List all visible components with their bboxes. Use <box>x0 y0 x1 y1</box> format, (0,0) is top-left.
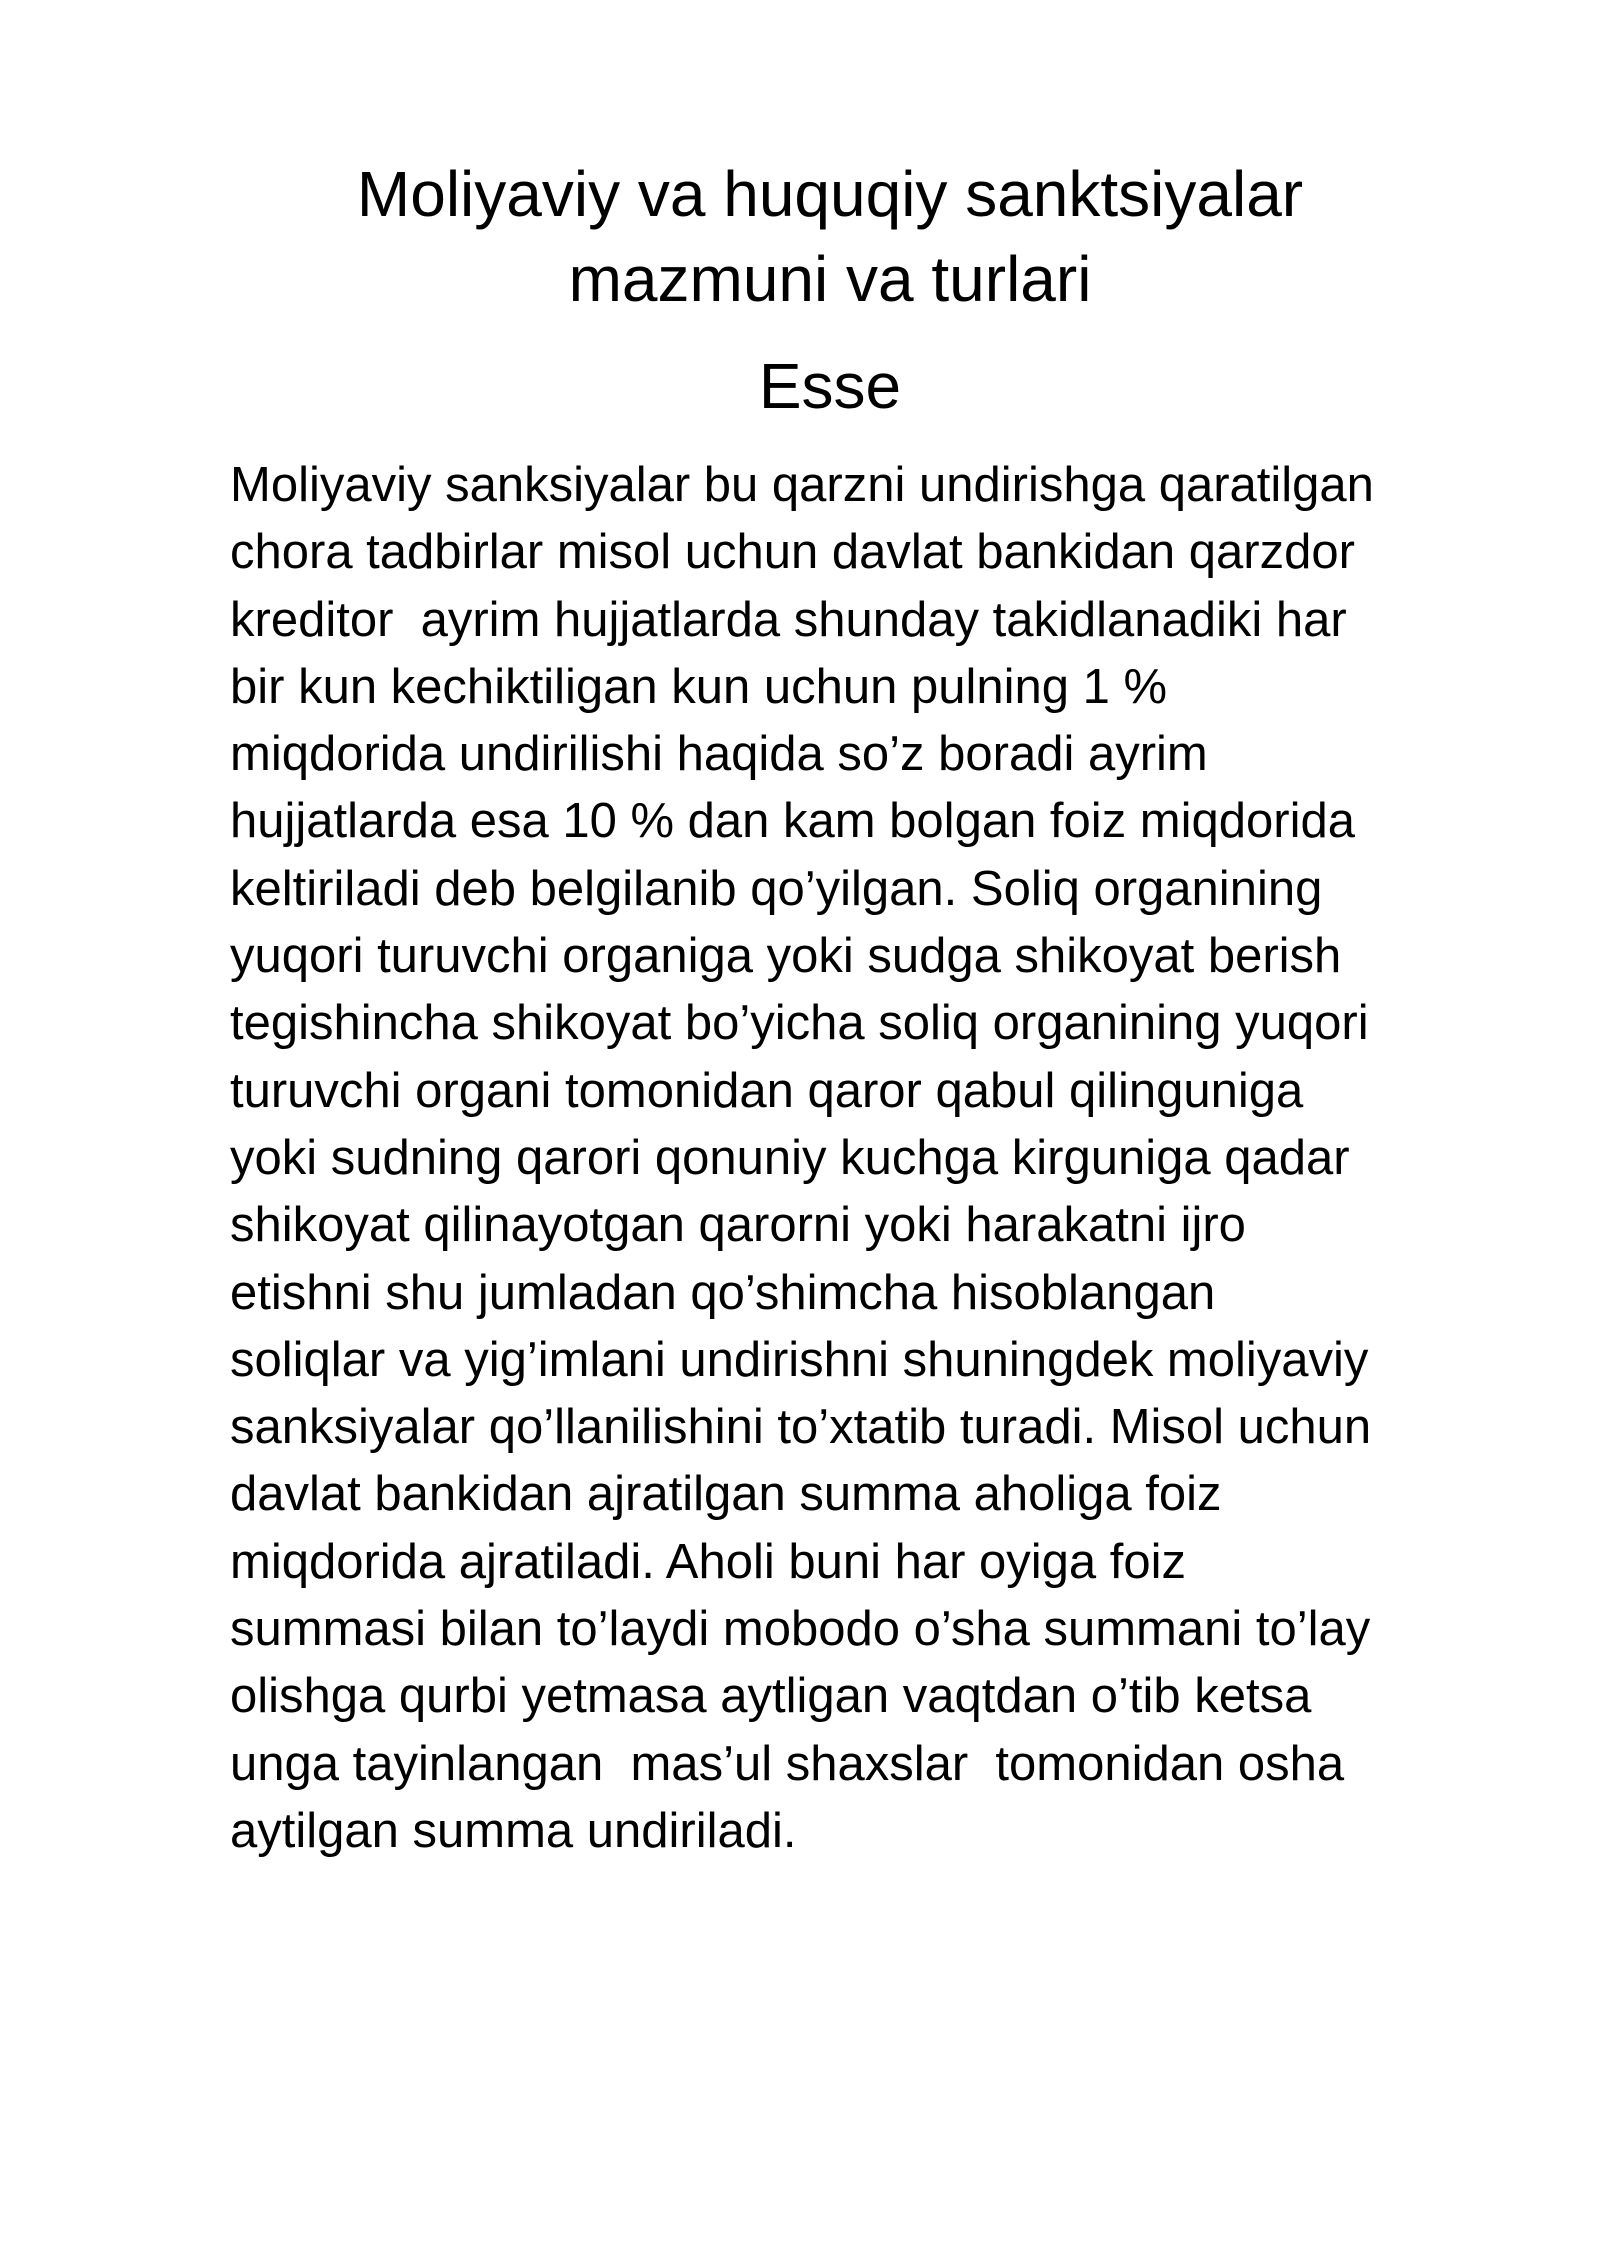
essay-title <box>230 152 1430 322</box>
body-line: yoki sudning qarori qonuniy kuchga kirguniga qadar <box>230 1130 1350 1185</box>
body-line: unga tayinlangan mas’ul shaxslar tomonidan osha <box>230 1736 1345 1791</box>
body-line: aytilgan summa undiriladi. <box>230 1803 797 1858</box>
body-line: tegishincha shikoyat bo’yicha soliq organining yuqori <box>230 996 1369 1051</box>
body-line: miqdorida ajratiladi. Aholi buni har oyiga foiz <box>230 1534 1187 1589</box>
body-line: etishni shu jumladan qo’shimcha hisoblangan <box>230 1265 1216 1320</box>
body-line: shikoyat qilinayotgan qarorni yoki harakatni ijro <box>230 1198 1246 1253</box>
body-line: olishga qurbi yetmasa aytligan vaqtdan o’tib ketsa <box>230 1669 1312 1724</box>
essay-title-line-2: mazmuni va turlari <box>568 243 1092 315</box>
body-line: yuqori turuvchi organiga yoki sudga shikoyat berish <box>230 929 1342 984</box>
body-line: turuvchi organi tomonidan qaror qabul qilinguniga <box>230 1063 1304 1118</box>
body-line: davlat bankidan ajratilgan summa aholiga foiz <box>230 1467 1222 1522</box>
body-line: sanksiyalar qo’llanilishini to’xtatib turadi. Misol uchun <box>230 1400 1372 1455</box>
body-line: Moliyaviy sanksiyalar bu qarzni undirishga qaratilgan <box>230 458 1374 512</box>
body-line: bir kun kechiktiligan kun uchun pulning 1 % <box>230 659 1168 714</box>
essay-title-line-1: Moliyaviy va huquqiy sanktsiyalar <box>356 158 1304 230</box>
body-line: chora tadbirlar misol uchun davlat bankidan qarzdor <box>230 525 1355 580</box>
body-line: miqdorida undirilishi haqida so’z boradi ayrim <box>230 727 1208 782</box>
body-line: hujjatlarda esa 10 % dan kam bolgan foiz miqdorida <box>230 794 1355 849</box>
body-line: keltiriladi deb belgilanib qo’yilgan. Soliq organining <box>230 861 1323 916</box>
essay-subtitle: Esse <box>758 350 902 422</box>
essay-body <box>230 452 1530 1865</box>
body-line: soliqlar va yig’imlani undirishni shuningdek moliyaviy <box>230 1332 1369 1387</box>
body-line: summasi bilan to’laydi mobodo o’sha summani to’lay <box>230 1602 1371 1657</box>
body-line: kreditor ayrim hujjatlarda shunday takidlanadiki har <box>230 592 1347 647</box>
